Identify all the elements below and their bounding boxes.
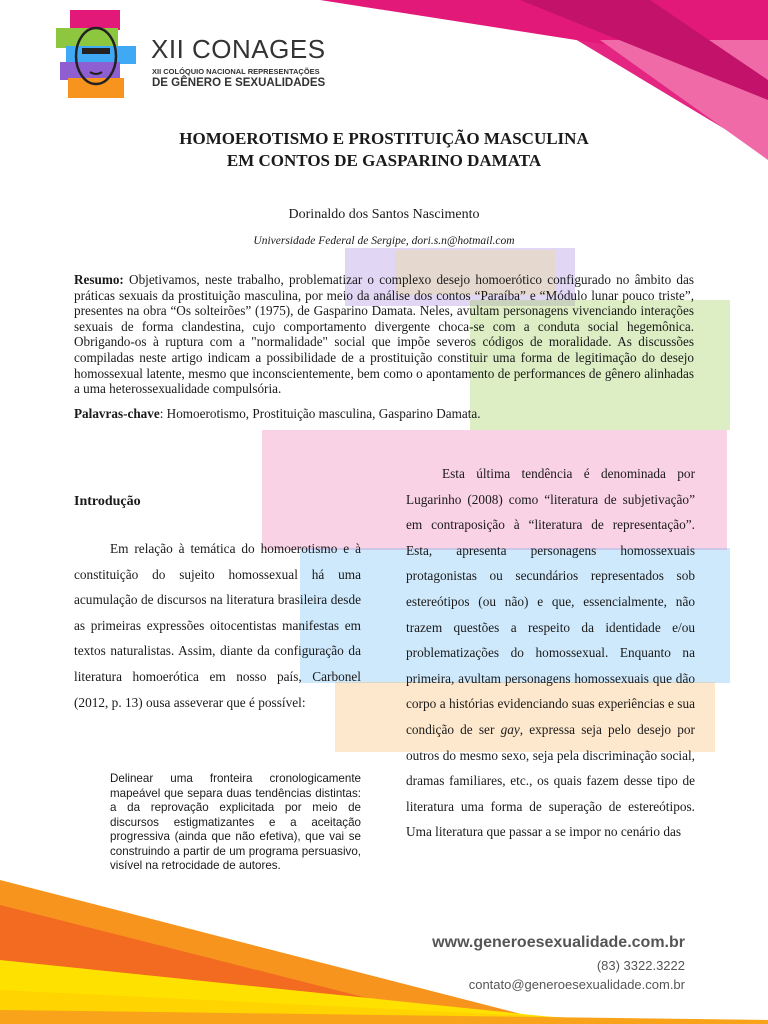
logo-subtitle-line1: XII COLÓQUIO NACIONAL REPRESENTAÇÕES <box>152 67 320 76</box>
right-column <box>406 461 695 845</box>
keywords <box>74 406 694 422</box>
article-title <box>100 128 668 172</box>
right-paragraph-part1: Esta última tendência é denominada por Lugarinho (2008) como “literatura de subjetivação” em contraposição à “literatura de representação”. Esta, apresenta personagens homossexuais protagonistas ou secundários representados sob estereótipos (ou não) e que, essencialmente, não trazem questões a respeito da identidade e/ou problematizações do homossexual. Enquanto na primeira, avultam personagens homossexuais que dão corpo a histórias evidenciando suas experiências e sua condição de ser <box>406 466 695 737</box>
right-paragraph-italic: gay <box>500 721 520 737</box>
keywords-label: Palavras-chave <box>74 406 160 421</box>
logo-title: XII CONAGES <box>151 34 326 64</box>
right-paragraph <box>406 461 695 845</box>
title-line-2: EM CONTOS DE GASPARINO DAMATA <box>226 151 542 170</box>
author-affiliation: Universidade Federal de Sergipe, dori.s.n@hotmail.com <box>253 235 515 247</box>
phone-number: (83) 3322.3222 <box>596 958 685 973</box>
logo-subtitle-line2: DE GÊNERO E SEXUALIDADES <box>152 77 326 89</box>
abstract-text: Objetivamos, neste trabalho, problematizar o complexo desejo homoerótico configurado no âmbito das práticas sexuais da prostituição masculina, por meio da análise dos contos “Paraíba” e “Módulo lunar pouco triste”, presentes na obra “Os solteirões” (1975), de Gasparino Damata. Neles, avultam personagens vivenciando interações sexuais de forma clandestina, cujo comportamento divergente choca-se com a conduta social hegemônica. Obrigando-os à ruptura com a "normalidade" social que impõe severos códigos de moralidade. As discussões compiladas neste artigo indicam a possibilidade de a prostituição constituir uma forma de legitimação do desejo homossexual latente, mesmo que inconscientemente, bem como o apontamento de performances de gênero alinhadas a uma heterossexualidade compulsória. <box>74 272 694 397</box>
left-column <box>74 536 361 715</box>
keywords-text: : Homoerotismo, Prostituição masculina, Gasparino Damata. <box>159 406 481 421</box>
logo-face-icon <box>56 10 140 100</box>
block-quote: Delinear uma fronteira cronologicamente mapeável que separa duas tendências distintas: a da reprovação explicitada por meio de discursos estigmatizantes e a aceitação progressiva (ainda que não efetiva), que vai se construindo a partir de um programa persuasivo, visível na retrocidade de autores. <box>110 772 361 872</box>
email-link[interactable]: contato@generoesexualidade.com.br <box>468 977 685 992</box>
title-line-1: HOMOEROTISMO E PROSTITUIÇÃO MASCULINA <box>179 129 589 148</box>
section-heading-introduction: Introdução <box>74 494 141 509</box>
website-link[interactable]: www.generoesexualidade.com.br <box>432 934 685 951</box>
abstract <box>74 272 694 397</box>
left-paragraph: Em relação à temática do homoerotismo e à constituição do sujeito homossexual há uma acumulação de discursos na literatura brasileira desde as primeiras expressões oitocentistas manifestas em textos naturalistas. Assim, diante da configuração da literatura homoerótica em nosso país, Carbonel (2012, p. 13) ousa asseverar que é possível: <box>74 541 361 710</box>
abstract-label: Resumo: <box>74 272 124 287</box>
author-name: Dorinaldo dos Santos Nascimento <box>288 207 480 222</box>
conference-logo <box>56 10 326 102</box>
right-paragraph-part2: , expressa seja pelo desejo por outros do mesmo sexo, seja pela discriminação social, dramas familiares, etc., os quais fazem desse tipo de literatura uma forma de superação de estereótipos. Uma literatura que passar a se impor no cenário das <box>406 721 695 840</box>
